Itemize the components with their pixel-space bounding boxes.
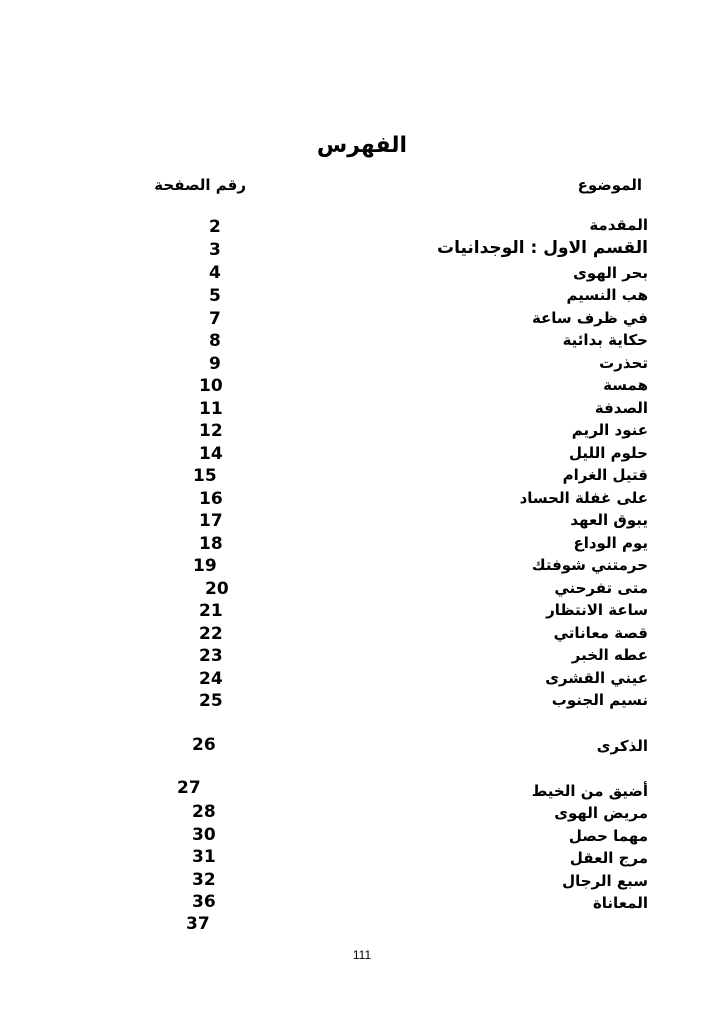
toc-entry-page: 26 <box>192 735 216 755</box>
toc-entry-title: مريض الهوى <box>554 804 648 822</box>
toc-entry-title: عنود الريم <box>571 421 648 439</box>
toc-entry-title: يبوق العهد <box>570 511 648 529</box>
toc-entry-title: الصدفة <box>594 399 648 417</box>
toc-entry-title: أضيق من الخيط <box>531 782 648 800</box>
toc-entry-title: على غفلة الحساد <box>519 489 648 507</box>
toc-entry-page: 7 <box>209 309 221 329</box>
toc-entry-page: 31 <box>192 847 216 867</box>
toc-entry-page: 32 <box>192 870 216 890</box>
toc-entry-page: 28 <box>192 802 216 822</box>
toc-entry-title: سبع الرجال <box>562 872 648 890</box>
toc-entry-page: 3 <box>209 240 221 260</box>
toc-entry-page: 11 <box>199 399 223 419</box>
toc-entry-page: 25 <box>199 691 223 711</box>
toc-entry-page: 27 <box>177 778 201 798</box>
toc-entry-page: 21 <box>199 601 223 621</box>
toc-entry-title: حرمتني شوفتك <box>531 556 648 574</box>
toc-entry-title: همسة <box>603 376 648 394</box>
toc-entry-title: قصة معاناتي <box>553 624 648 642</box>
toc-entry-title: المعاناة <box>592 894 648 912</box>
toc-entry-title: في ظرف ساعة <box>531 309 648 327</box>
toc-entry-title: تحذرت <box>599 354 648 372</box>
toc-entry-page: 20 <box>205 579 229 599</box>
toc-entry-title: بحر الهوى <box>573 264 648 282</box>
toc-entry-page: 14 <box>199 444 223 464</box>
toc-entry-page: 16 <box>199 489 223 509</box>
toc-entry-page: 22 <box>199 624 223 644</box>
toc-entry-page: 9 <box>209 354 221 374</box>
toc-entry-page: 19 <box>193 556 217 576</box>
toc-entry-page: 24 <box>199 669 223 689</box>
toc-entry-title: حكاية بدائية <box>562 331 648 349</box>
toc-entry-title: الذكرى <box>596 737 648 755</box>
toc-entry-title: هب النسيم <box>566 286 648 304</box>
toc-entry-page: 4 <box>209 263 221 283</box>
page-column-header: رقم الصفحة <box>154 176 246 194</box>
toc-entry-page: 2 <box>209 217 221 237</box>
toc-entry-page: 37 <box>186 914 210 934</box>
toc-entry-page: 30 <box>192 825 216 845</box>
toc-entry-title: عيني القشرى <box>545 669 648 687</box>
toc-entry-page: 10 <box>199 376 223 396</box>
toc-entry-title: يوم الوداع <box>573 534 648 552</box>
toc-entry-title: متى تفرحني <box>554 579 648 597</box>
toc-entry-title: القسم الاول : الوجدانيات <box>437 238 648 258</box>
toc-entry-page: 18 <box>199 534 223 554</box>
toc-entry-page: 23 <box>199 646 223 666</box>
toc-entry-title: حلوم الليل <box>569 444 648 462</box>
toc-entry-title: عطه الخبر <box>571 646 648 664</box>
toc-entry-page: 17 <box>199 511 223 531</box>
topic-column-header: الموضوع <box>577 176 642 194</box>
toc-entry-page: 15 <box>193 466 217 486</box>
toc-entry-page: 12 <box>199 421 223 441</box>
page-title: الفهرس <box>316 133 408 158</box>
toc-entry-title: مهما حصل <box>568 827 648 845</box>
toc-entry-title: ساعة الانتظار <box>546 601 648 619</box>
toc-entry-page: 36 <box>192 892 216 912</box>
toc-entry-page: 5 <box>209 286 221 306</box>
toc-entry-title: نسيم الجنوب <box>551 691 648 709</box>
page-number: 111 <box>352 948 372 962</box>
toc-entry-title: مرج العقل <box>569 849 648 867</box>
toc-entry-title: المقدمة <box>589 216 648 234</box>
toc-entry-page: 8 <box>209 331 221 351</box>
toc-entry-title: قتيل الغرام <box>562 466 648 484</box>
